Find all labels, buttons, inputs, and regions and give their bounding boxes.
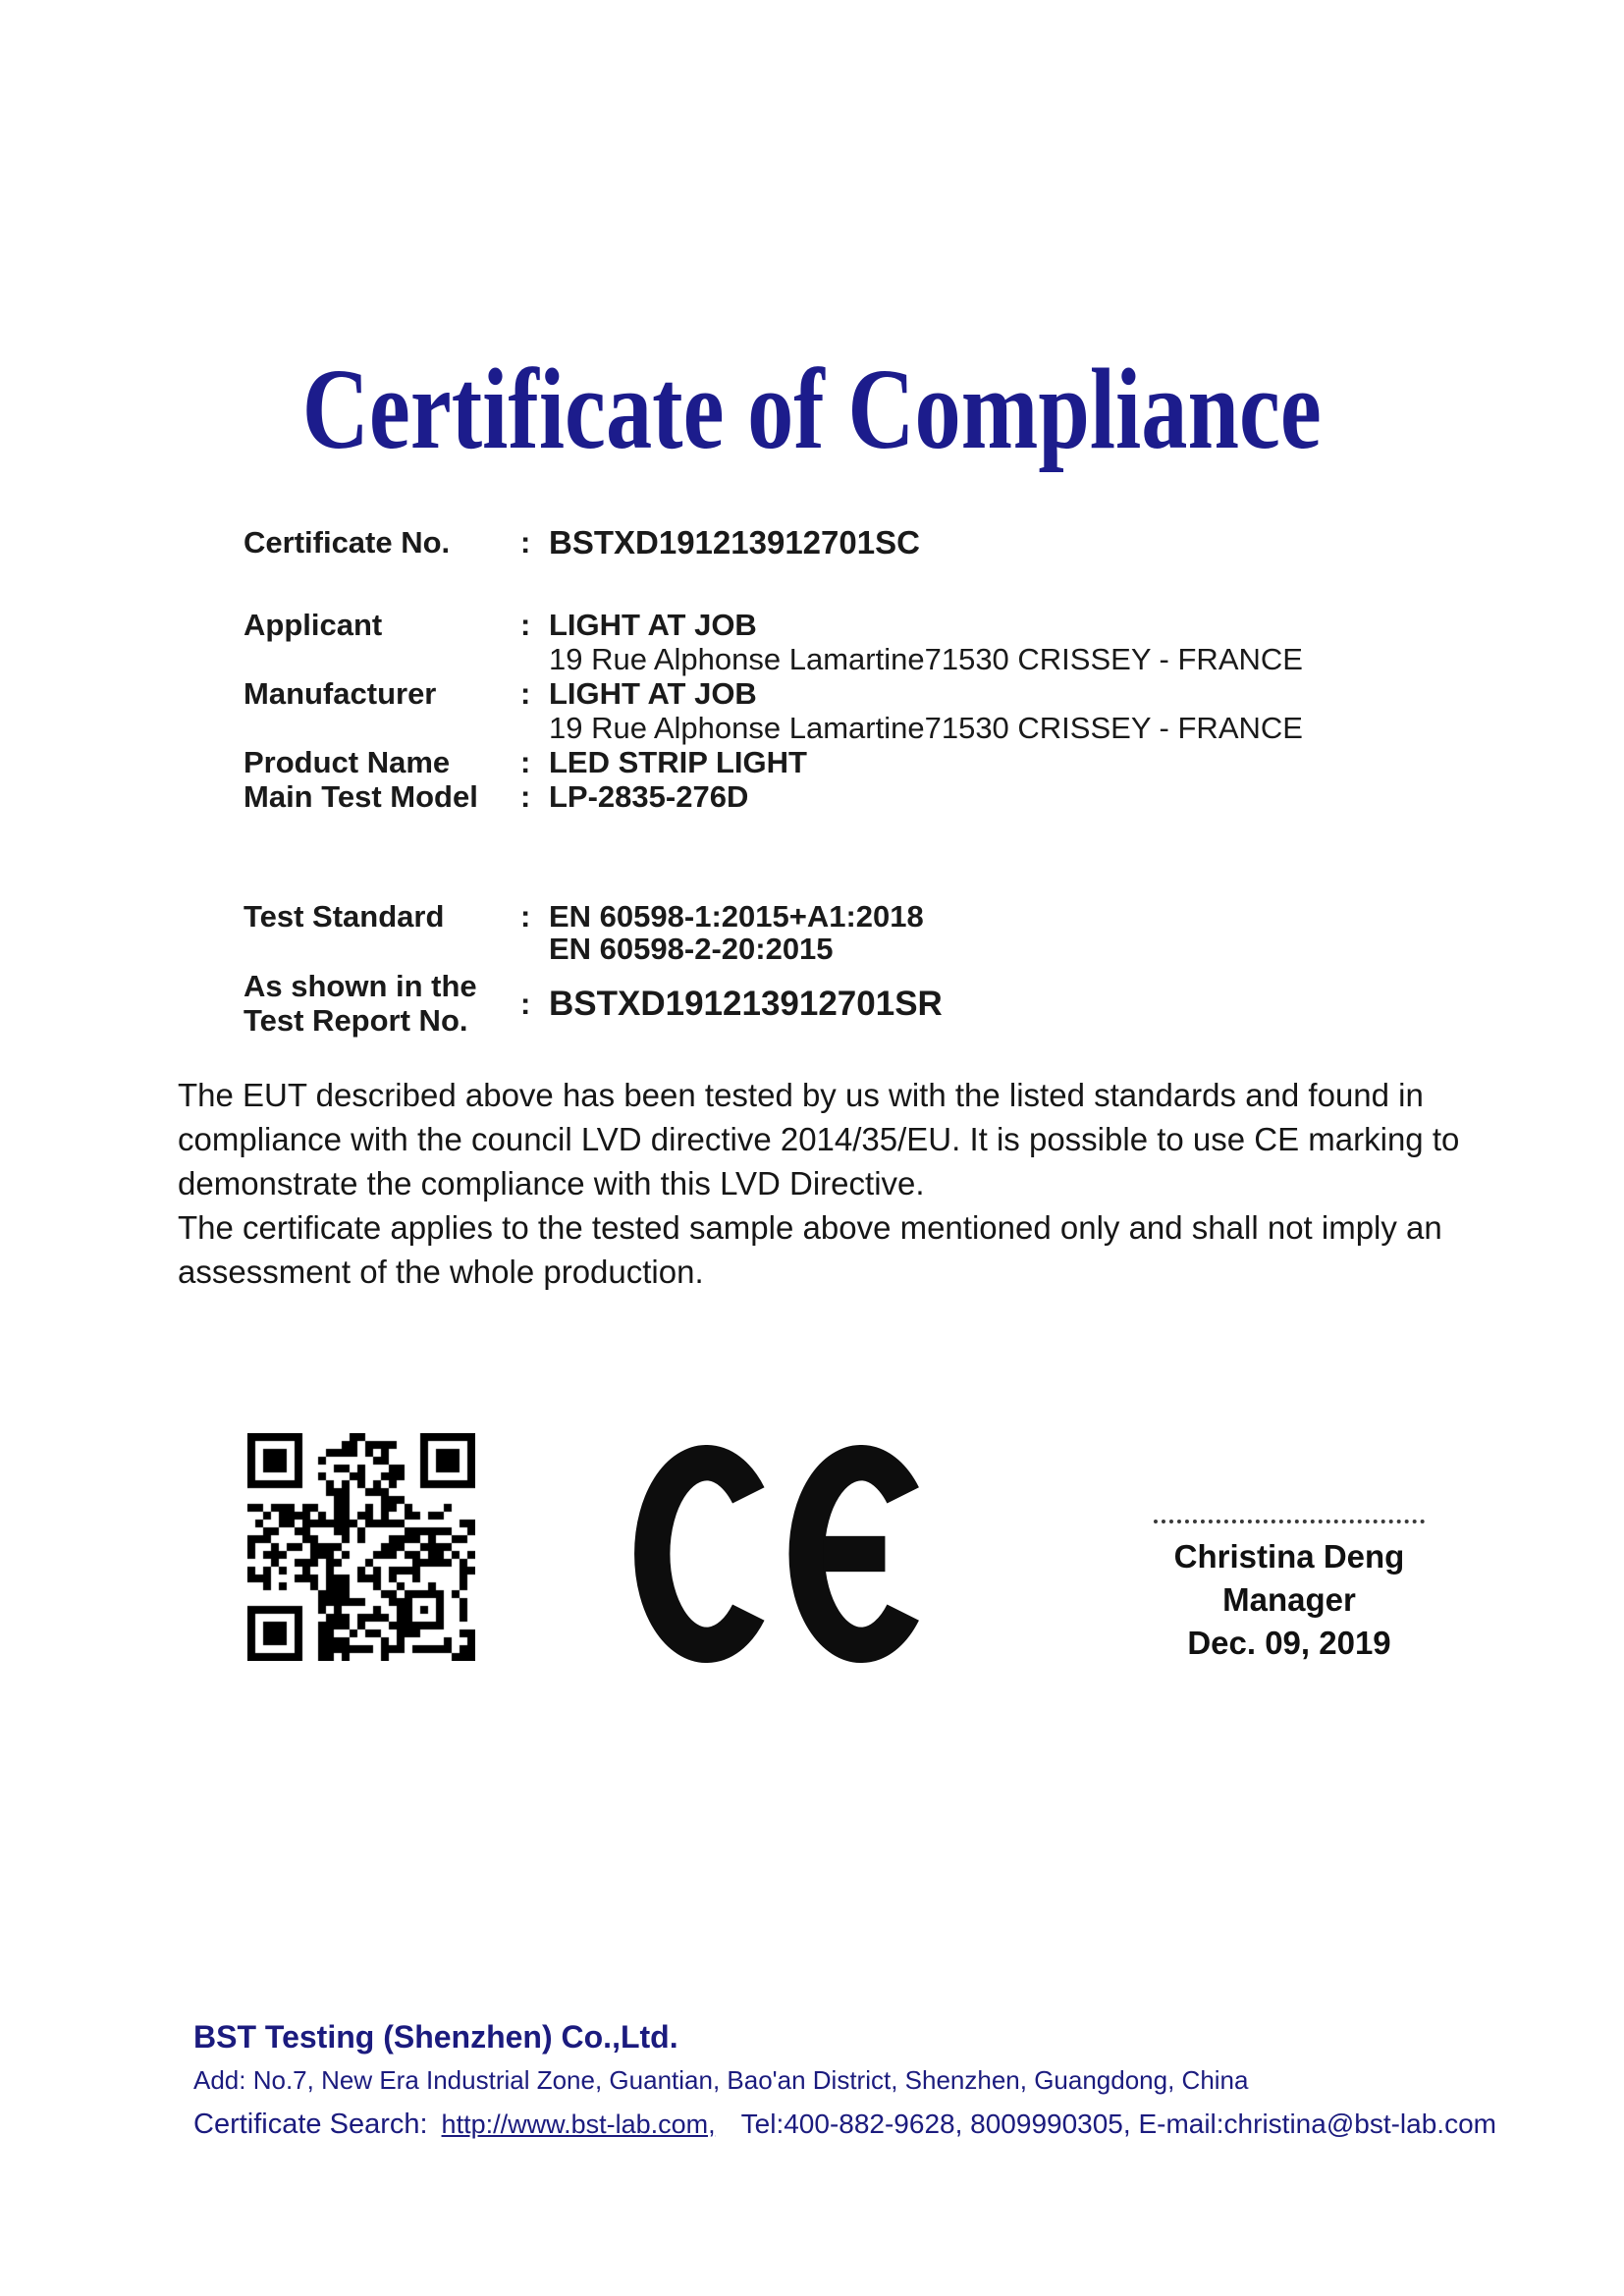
colon-separator: : [520,525,531,560]
ce-mark-icon [634,1445,934,1663]
product-name-row [244,745,1303,779]
applicant-row [244,608,1303,676]
test-standard-row [244,900,924,965]
manufacturer-value-group [549,676,1303,745]
product-name-label: Product Name [244,745,451,779]
applicant-value-group [549,608,1303,676]
signatory-role: Manager [1222,1581,1356,1618]
test-standard-label: Test Standard [244,899,445,934]
test-report-row [244,969,943,1038]
test-report-label [244,969,520,1038]
main-test-model-value: LP-2835-276D [549,779,749,814]
manufacturer-label: Manufacturer [244,676,437,711]
product-name-value: LED STRIP LIGHT [549,745,807,779]
signature-block [1119,1520,1459,1665]
info-block [244,525,1303,814]
company-name: BST Testing (Shenzhen) Co.,Ltd. [193,2019,678,2055]
test-standard-value-2: EN 60598-2-20:2015 [549,932,834,966]
test-standard-value-group [549,900,924,965]
title-wrap [0,345,1624,473]
signature-date: Dec. 09, 2019 [1187,1625,1391,1661]
contact-info: Tel:400-882-9628, 8009990305, E-mail:christina@bst-lab.com [740,2109,1496,2139]
certificate-no-value: BSTXD191213912701SC [549,524,920,561]
signatory-name: Christina Deng [1173,1538,1405,1575]
test-report-value: BSTXD191213912701SR [549,984,943,1023]
statement-block [178,1073,1509,1294]
main-test-model-label: Main Test Model [244,779,478,814]
colon-separator: : [520,676,531,711]
qr-code-icon [247,1433,475,1661]
applicant-label: Applicant [244,608,383,642]
certificate-search-row [193,2109,1496,2140]
certificate-no-row [244,525,1303,560]
test-report-label-line1: As shown in the [244,969,477,1003]
test-report-label-line2: Test Report No. [244,1003,468,1038]
footer-block [193,2019,1496,2140]
manufacturer-row [244,676,1303,745]
manufacturer-address: 19 Rue Alphonse Lamartine71530 CRISSEY - FRANCE [549,711,1303,745]
test-standard-value-1: EN 60598-1:2015+A1:2018 [549,899,924,934]
colon-separator: : [520,986,531,1021]
applicant-value: LIGHT AT JOB [549,608,757,642]
main-test-model-row [244,779,1303,814]
certificate-search-label: Certificate Search: [193,2109,428,2140]
manufacturer-value: LIGHT AT JOB [549,676,757,711]
colon-separator: : [520,608,531,642]
colon-separator: : [520,899,531,934]
company-address: Add: No.7, New Era Industrial Zone, Guantian, Bao'an District, Shenzhen, Guangdong, China [193,2065,1249,2095]
certificate-no-label: Certificate No. [244,525,451,560]
colon-separator: : [520,779,531,814]
statement-paragraph-1: The EUT described above has been tested by us with the listed standards and found in compliance with the council LVD directive 2014/35/EU. It is possible to use CE marking to demonstrate the compliance with this LVD Directive. [178,1077,1460,1201]
colon-separator: : [520,745,531,779]
signature-line [1154,1520,1425,1523]
applicant-address: 19 Rue Alphonse Lamartine71530 CRISSEY - FRANCE [549,642,1303,676]
statement-paragraph-2: The certificate applies to the tested sample above mentioned only and shall not imply an assessment of the whole production. [178,1209,1442,1290]
certificate-title: Certificate of Compliance [301,345,1323,473]
test-standard-block [244,900,924,965]
certificate-search-url[interactable]: http://www.bst-lab.com, [441,2109,716,2139]
